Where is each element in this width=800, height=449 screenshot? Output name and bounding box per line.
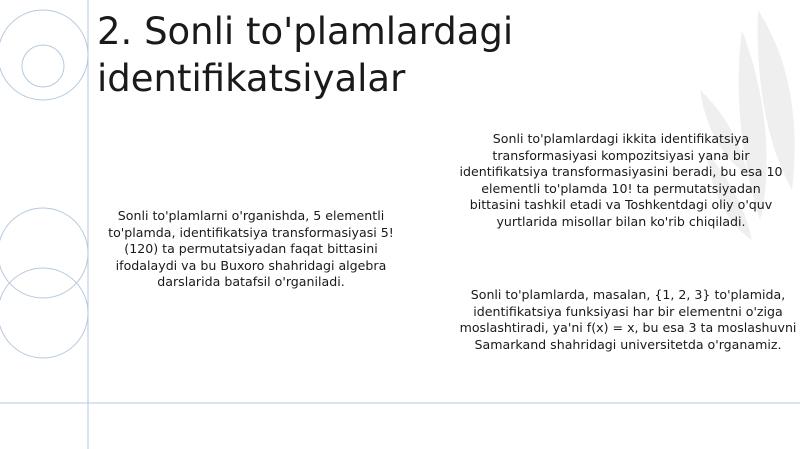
- right-bottom-paragraph: Sonli to'plamlarda, masalan, {1, 2, 3} to'plamida, identifikatsiya funksiyasi har bir elementni o'ziga moslashtiradi, ya'ni f(x) = x, bu esa 3 ta moslashuvni Samarkand shahridagi universitetda o'rganamiz.: [459, 287, 797, 352]
- right-top-paragraph: Sonli to'plamlardagi ikkita identifikatsiya transformasiyasi kompozitsiyasi yana bir identifikatsiya transformasiyasini beradi, bu esa 10 elementli to'plamda 10! ta permutatsiyadan bittasini tashkil etadi va Toshkentdagi oliy o'quv yurtlarida misollar bilan ko'rib chiqiladi.: [459, 131, 783, 229]
- slide-title: 2. Sonli to'plamlardagi identifikatsiyalar: [97, 10, 514, 100]
- left-paragraph: Sonli to'plamlarni o'rganishda, 5 elementli to'plamda, identifikatsiya transformasiyasi 5! (120) ta permutatsiyadan faqat bittasini ifodalaydi va bu Buxoro shahridagi algebra darslarida batafsil o'rganiladi.: [108, 208, 394, 289]
